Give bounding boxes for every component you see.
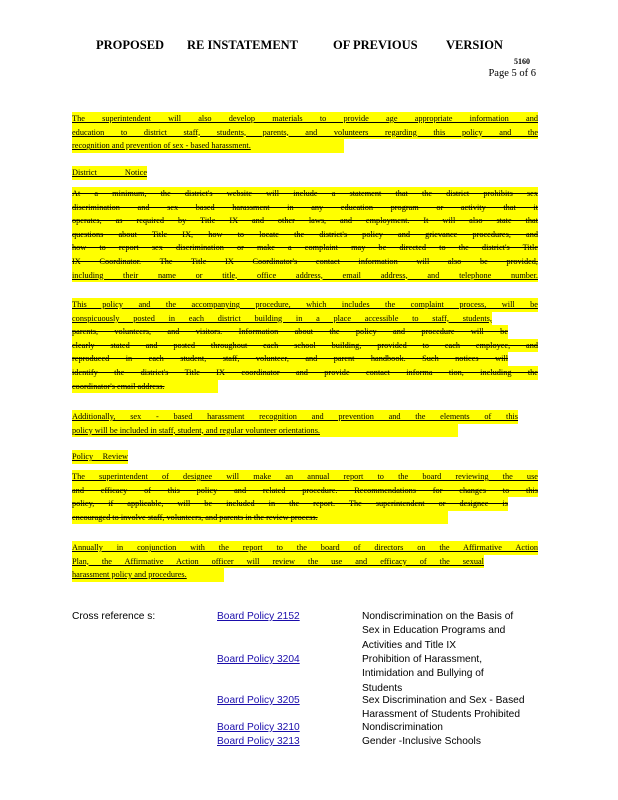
- text-line: Additionally, sex - based harassment recognition and prevention and the elements of this: [72, 410, 518, 424]
- title-word-reinstatement: RE INSTATEMENT: [187, 38, 299, 52]
- text-line: recognition and prevention of sex - based harassment.: [72, 139, 344, 153]
- text-line: questions about Title IX, how to locate the district's policy and grievance procedures, and: [72, 228, 538, 242]
- cross-references-label: Cross reference s:: [72, 611, 156, 622]
- text-line: how to report sex discrimination or make a complaint may be directed to the district's Title: [72, 241, 538, 255]
- text-line: discrimination and sex based harassment in any education program or activity that it: [72, 201, 538, 215]
- text-line: policy, if applicable, will be included in the report. The superintendent or designee is: [72, 497, 508, 511]
- text-line: Plan, the Affirmative Action officer will review the use and efficacy of the sexual: [72, 555, 484, 569]
- link-board-policy-3210[interactable]: Board Policy 3210: [217, 722, 300, 733]
- cross-ref-description-3204: Prohibition of Harassment, Intimidation and Bullying of Students: [362, 654, 484, 694]
- page-indicator: Page 5 of 6: [488, 68, 536, 79]
- cross-ref-description-3205: Sex Discrimination and Sex - Based Harassment of Students Prohibited: [362, 695, 525, 721]
- link-board-policy-3204[interactable]: Board Policy 3204: [217, 654, 300, 665]
- text-line: This policy and the accompanying procedure, which includes the complaint process, will be: [72, 298, 538, 312]
- paragraph-orientations: [72, 410, 518, 437]
- text-line: parents, volunteers, and visitors. Information about the policy and procedure will be: [72, 325, 508, 339]
- policy-review-heading: Policy Review: [72, 450, 128, 464]
- text-line: identify the district's Title IX coordinator and provide contact informa tion, including the: [72, 366, 538, 380]
- text-line: operates, as required by Title IX and other laws, and employment. It will also state that: [72, 214, 538, 228]
- link-board-policy-2152[interactable]: Board Policy 2152: [217, 611, 300, 622]
- text-line: including their name or title, office address, email address, and telephone number.: [72, 269, 538, 283]
- link-board-policy-3205[interactable]: Board Policy 3205: [217, 695, 300, 706]
- title-word-proposed: PROPOSED: [96, 38, 165, 52]
- paragraph-materials: [72, 112, 538, 153]
- title-word-version: VERSION: [446, 38, 503, 52]
- text-line: The superintendent of designee will make an annual report to the board reviewing the use: [72, 470, 538, 484]
- text-line: and efficacy of this policy and related procedure. Recommendations for changes to this: [72, 484, 538, 498]
- text-line: policy will be included in staff, student, and regular volunteer orientations.: [72, 424, 458, 438]
- cross-ref-description-2152: Nondiscrimination on the Basis of Sex in Education Programs and Activities and Title IX: [362, 611, 514, 651]
- text-line: encouraged to involve staff, volunteers, and parents in the review process.: [72, 511, 448, 525]
- paragraph-annual-report: [72, 470, 538, 524]
- text-line: clearly stated and posted throughout each school building, provided to each employee, and: [72, 339, 538, 353]
- paragraph-website-statement: [72, 187, 538, 282]
- text-line: IX Coordinator. The Title IX Coordinator's contact information will also be provided,: [72, 255, 538, 269]
- district-notice-heading: District Notice: [72, 166, 147, 180]
- text-line: reproduced in each student, staff, volunteer, and parent handbook. Such notices will: [72, 352, 508, 366]
- policy-number: 5160: [514, 57, 530, 66]
- text-line: The superintendent will also develop materials to provide age appropriate information and: [72, 112, 538, 126]
- text-line: harassment policy and procedures.: [72, 568, 224, 582]
- text-line: At a minimum, the district's website will include a statement that the district prohibits sex: [72, 187, 538, 201]
- text-line: education to district staff, students, parents, and volunteers regarding this policy and the: [72, 126, 538, 140]
- link-board-policy-3213[interactable]: Board Policy 3213: [217, 736, 300, 747]
- text-line: conspicuously posted in each district building in a place accessible to staff, students,: [72, 312, 492, 326]
- cross-ref-description-3213: Gender -Inclusive Schools: [362, 736, 481, 747]
- text-line: Annually in conjunction with the report to the board of directors on the Affirmative Action: [72, 541, 538, 555]
- title-word-of-previous: OF PREVIOUS: [333, 38, 418, 52]
- text-line: coordinator's email address.: [72, 380, 218, 394]
- cross-ref-description-3210: Nondiscrimination: [362, 722, 443, 733]
- paragraph-affirmative-action: [72, 541, 538, 582]
- paragraph-posting: [72, 298, 538, 393]
